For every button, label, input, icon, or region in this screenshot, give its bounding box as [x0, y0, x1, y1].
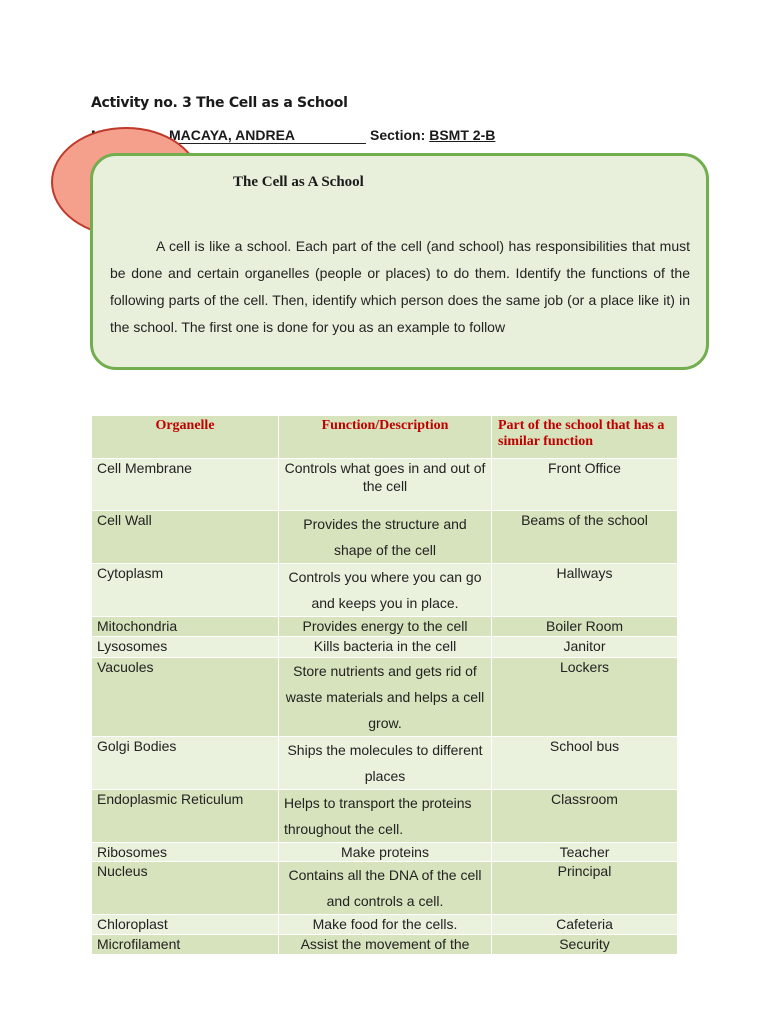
function-cell: Helps to transport the proteins throughout the cell. [279, 790, 492, 843]
organelle-table [91, 415, 678, 955]
organelle-cell: Mitochondria [92, 617, 279, 637]
school-part-cell: Classroom [492, 790, 678, 843]
table-row [92, 915, 678, 935]
school-part-cell: Teacher [492, 843, 678, 862]
function-cell: Provides the structure and shape of the cell [279, 511, 492, 564]
school-part-cell: Security [492, 935, 678, 955]
function-cell: Store nutrients and gets rid of waste materials and helps a cell grow. [279, 658, 492, 737]
organelle-cell: Microfilament [92, 935, 279, 955]
header-organelle: Organelle [92, 416, 279, 459]
organelle-cell: Chloroplast [92, 915, 279, 935]
function-cell: Contains all the DNA of the cell and controls a cell. [279, 862, 492, 915]
table-row [92, 617, 678, 637]
school-part-cell: Janitor [492, 637, 678, 658]
function-cell: Make food for the cells. [279, 915, 492, 935]
name-value: MACAYA, ANDREA [169, 128, 366, 144]
table-row [92, 459, 678, 511]
school-part-cell: Hallways [492, 564, 678, 617]
school-part-cell: Boiler Room [492, 617, 678, 637]
function-cell: Provides energy to the cell [279, 617, 492, 637]
function-cell: Controls you where you can go and keeps you in place. [279, 564, 492, 617]
school-part-cell: Lockers [492, 658, 678, 737]
instructions-body: A cell is like a school. Each part of the cell (and school) has responsibilities that must be done and certain organelles (people or places) to do them. Identify the functions of the following parts of the cell. Then, identify which person does the same job (or a place like it) in the school. The first one is done for you as an example to follow [110, 238, 690, 335]
table-row [92, 658, 678, 737]
function-cell: Kills bacteria in the cell [279, 637, 492, 658]
table-row [92, 790, 678, 843]
instructions-title: The Cell as A School [233, 174, 364, 190]
table-header-row [92, 416, 678, 459]
organelle-cell: Cell Wall [92, 511, 279, 564]
school-part-cell: Beams of the school [492, 511, 678, 564]
function-cell: Ships the molecules to different places [279, 737, 492, 790]
organelle-cell: Vacuoles [92, 658, 279, 737]
function-cell: Assist the movement of the [279, 935, 492, 955]
instructions-box [90, 153, 709, 370]
organelle-cell: Ribosomes [92, 843, 279, 862]
school-part-cell: Cafeteria [492, 915, 678, 935]
table-row [92, 935, 678, 955]
organelle-cell: Nucleus [92, 862, 279, 915]
school-part-cell: School bus [492, 737, 678, 790]
organelle-cell: Golgi Bodies [92, 737, 279, 790]
function-cell: Make proteins [279, 843, 492, 862]
organelle-cell: Endoplasmic Reticulum [92, 790, 279, 843]
school-part-cell: Front Office [492, 459, 678, 511]
header-school-part: Part of the school that has a similar function [492, 416, 678, 459]
table-row [92, 511, 678, 564]
table-row [92, 637, 678, 658]
table-row [92, 843, 678, 862]
section-label: Section: [370, 127, 426, 143]
section-value: BSMT 2-B [429, 127, 496, 143]
organelle-cell: Cytoplasm [92, 564, 279, 617]
header-function: Function/Description [279, 416, 492, 459]
table-row [92, 564, 678, 617]
school-part-cell: Principal [492, 862, 678, 915]
table-row [92, 862, 678, 915]
activity-title: Activity no. 3 The Cell as a School [91, 95, 348, 111]
organelle-cell: Cell Membrane [92, 459, 279, 511]
organelle-cell: Lysosomes [92, 637, 279, 658]
table-row [92, 737, 678, 790]
function-cell: Controls what goes in and out of the cell [279, 459, 492, 511]
